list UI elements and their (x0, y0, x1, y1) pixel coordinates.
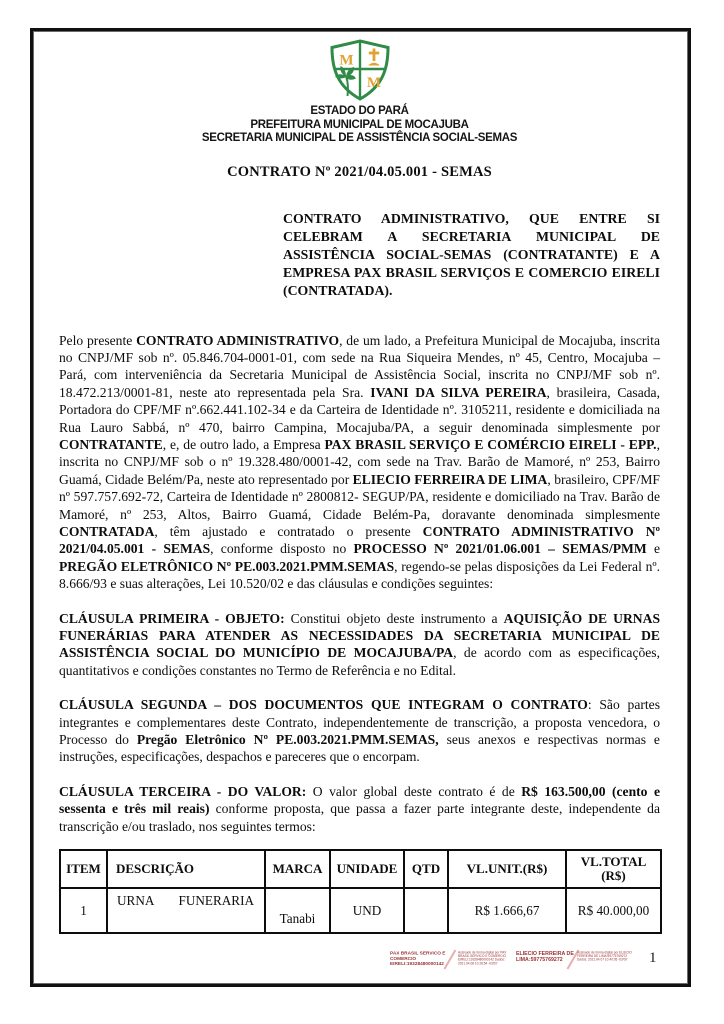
qtd-cell (404, 888, 448, 933)
stamp-signer-name: ELIECIO FERREIRA DE LIMA:59775769272 (516, 950, 574, 963)
org-line-secretaria: SECRETARIA MUNICIPAL DE ASSISTÊNCIA SOCIAL-SEMAS (201, 132, 518, 144)
municipal-coat-of-arms-icon (327, 38, 393, 102)
org-line-prefeitura: PREFEITURA MUNICIPAL DE MOCAJUBA (250, 118, 469, 131)
clausula-terceira-paragraph: CLÁUSULA TERCEIRA - DO VALOR: O valor global deste contrato é de R$ 163.500,00 (cento e sessenta e três mil reais) conforme proposta, que passa a fazer parte integrante deste, independente da transcrição e/ou traslado, nos seguintes termos: (59, 783, 660, 834)
header-descricao: DESCRIÇÃO (107, 850, 265, 888)
contract-number-title: CONTRATO Nº 2021/04.05.001 - SEMAS (227, 163, 492, 180)
descricao-word-2: FUNERARIA (178, 893, 254, 909)
header-unidade: UNIDADE (330, 850, 404, 888)
unidade-cell: UND (330, 888, 404, 933)
table-row (60, 888, 661, 933)
header-marca: MARCA (265, 850, 330, 888)
stamp-signature-details: Assinado de forma digital por ELIECIO FERREIRA DE LIMA:59775769272 Dados: 2021.04.07 10:40:05 -03'00' (577, 951, 632, 962)
items-table-header-row (60, 850, 661, 888)
descricao-word-1: URNA (117, 893, 155, 909)
shield-letter-m-bottom: M (366, 75, 381, 91)
header-vl-unit: VL.UNIT.(R$) (448, 850, 566, 888)
marca-cell: Tanabi (265, 888, 330, 933)
header-vl-total: VL.TOTAL (R$) (566, 850, 661, 888)
clausula-segunda-paragraph: CLÁUSULA SEGUNDA – DOS DOCUMENTOS QUE INTEGRAM O CONTRATO: São partes integrantes e complementares deste Contrato, independentemente de transcrição, a proposta vencedora, o Processo do Pregão Eletrônico Nº PE.003.2021.PMM.SEMAS, seus anexos e respectivas normas e instruções, especificações, despachos e pareceres que o encorpam. (59, 697, 660, 765)
item-cell: 1 (60, 888, 107, 933)
clausula-primeira-paragraph: CLÁUSULA PRIMEIRA - OBJETO: Constitui objeto deste instrumento a AQUISIÇÃO DE URNAS FUNERÁRIAS PARA ATENDER AS NECESSIDADES DA SECRETARIA MUNICIPAL DE ASSISTÊNCIA SOCIAL DO MUNICÍPIO DE MOCAJUBA/PA, de acordo com as especificações, quantitativos e condições constantes no Termo de Referência e no Edital. (59, 610, 661, 678)
org-line-state: ESTADO DO PARÁ (310, 105, 409, 117)
page-number: 1 (649, 950, 657, 966)
signature-stamp-pax-brasil (390, 951, 516, 985)
vl-unit-cell: R$ 1.666,67 (448, 888, 566, 933)
digital-signature-area (390, 951, 642, 985)
document-content (59, 36, 660, 934)
descricao-cell (107, 888, 265, 933)
stamp-signer-name: PAX BRASIL SERVICO E COMERCIO EIRELI:19328480000142 (390, 950, 446, 967)
org-header (59, 105, 660, 146)
header-item: ITEM (60, 850, 107, 888)
vl-total-cell: R$ 40.000,00 (566, 888, 661, 933)
header-qtd: QTD (404, 850, 448, 888)
signature-stamp-eliecio (516, 951, 642, 985)
stamp-signature-details: Assinado de forma digital por PAX BRASIL SERVICO E COMERCIO EIRELI:19328480000142 Dados: 2021.04.08 10:28:54 -03'00' (458, 951, 507, 966)
contract-preamble: CONTRATO ADMINISTRATIVO, QUE ENTRE SI CELEBRAM A SECRETARIA MUNICIPAL DE ASSISTÊNCIA SOCIAL-SEMAS (CONTRATANTE) E A EMPRESA PAX BRASIL SERVIÇOS E COMERCIO EIRELI (CONTRATADA). (283, 210, 660, 298)
shield-letter-m-top: M (338, 52, 354, 69)
opening-paragraph: Pelo presente CONTRATO ADMINISTRATIVO, de um lado, a Prefeitura Municipal de Mocajuba, inscrita no CNPJ/MF sob nº. 05.846.704-0001-01, com sede na Rua Siqueira Mendes, nº 45, Centro, Mocajuba – Pará, com interveniência da Secretaria Municipal de Assistência Social, inscrita no CNPJ/MF sob nº. 18.472.213/0001-81, neste ato representada pela Sra. IVANI DA SILVA PEREIRA, brasileira, Casada, Portadora do CPF/MF nº.662.441.102-34 e da Carteira de Identidade nº. 3105211, residente e domiciliada na Rua Lauro Sabbá, nº 470, bairro Campina, Mocajuba/PA, a seguir denominada simplesmente por CONTRATANTE, e, de outro lado, a Empresa PAX BRASIL SERVIÇO E COMÉRCIO EIRELI - EPP., inscrita no CNPJ/MF sob o nº 19.328.480/0001-42, com sede na Trav. Barão de Mamoré, nº 253, Bairro Guamá, Cidade Belém/Pa, neste ato representado por ELIECIO FERREIRA DE LIMA, brasileiro, CPF/MF nº 597.757.692-72, Carteira de Identidade nº 2800812- SEGUP/PA, residente e domiciliado na Trav. Barão de Mamoré, nº 253, Altos, Bairro Guamá, Cidade Belém-Pa, doravante denominada simplesmente CONTRATADA, têm ajustado e contratado o presente CONTRATO ADMINISTRATIVO Nº 2021/04.05.001 - SEMAS, conforme disposto no PROCESSO Nº 2021/01.06.001 – SEMAS/PMM e PREGÃO ELETRÔNICO Nº PE.003.2021.PMM.SEMAS, regendo-se pelas disposições da Lei Federal nº. 8.666/93 e suas alterações, Lei 10.520/02 e das cláusulas e condições seguintes: (59, 332, 660, 592)
items-table (59, 849, 662, 934)
